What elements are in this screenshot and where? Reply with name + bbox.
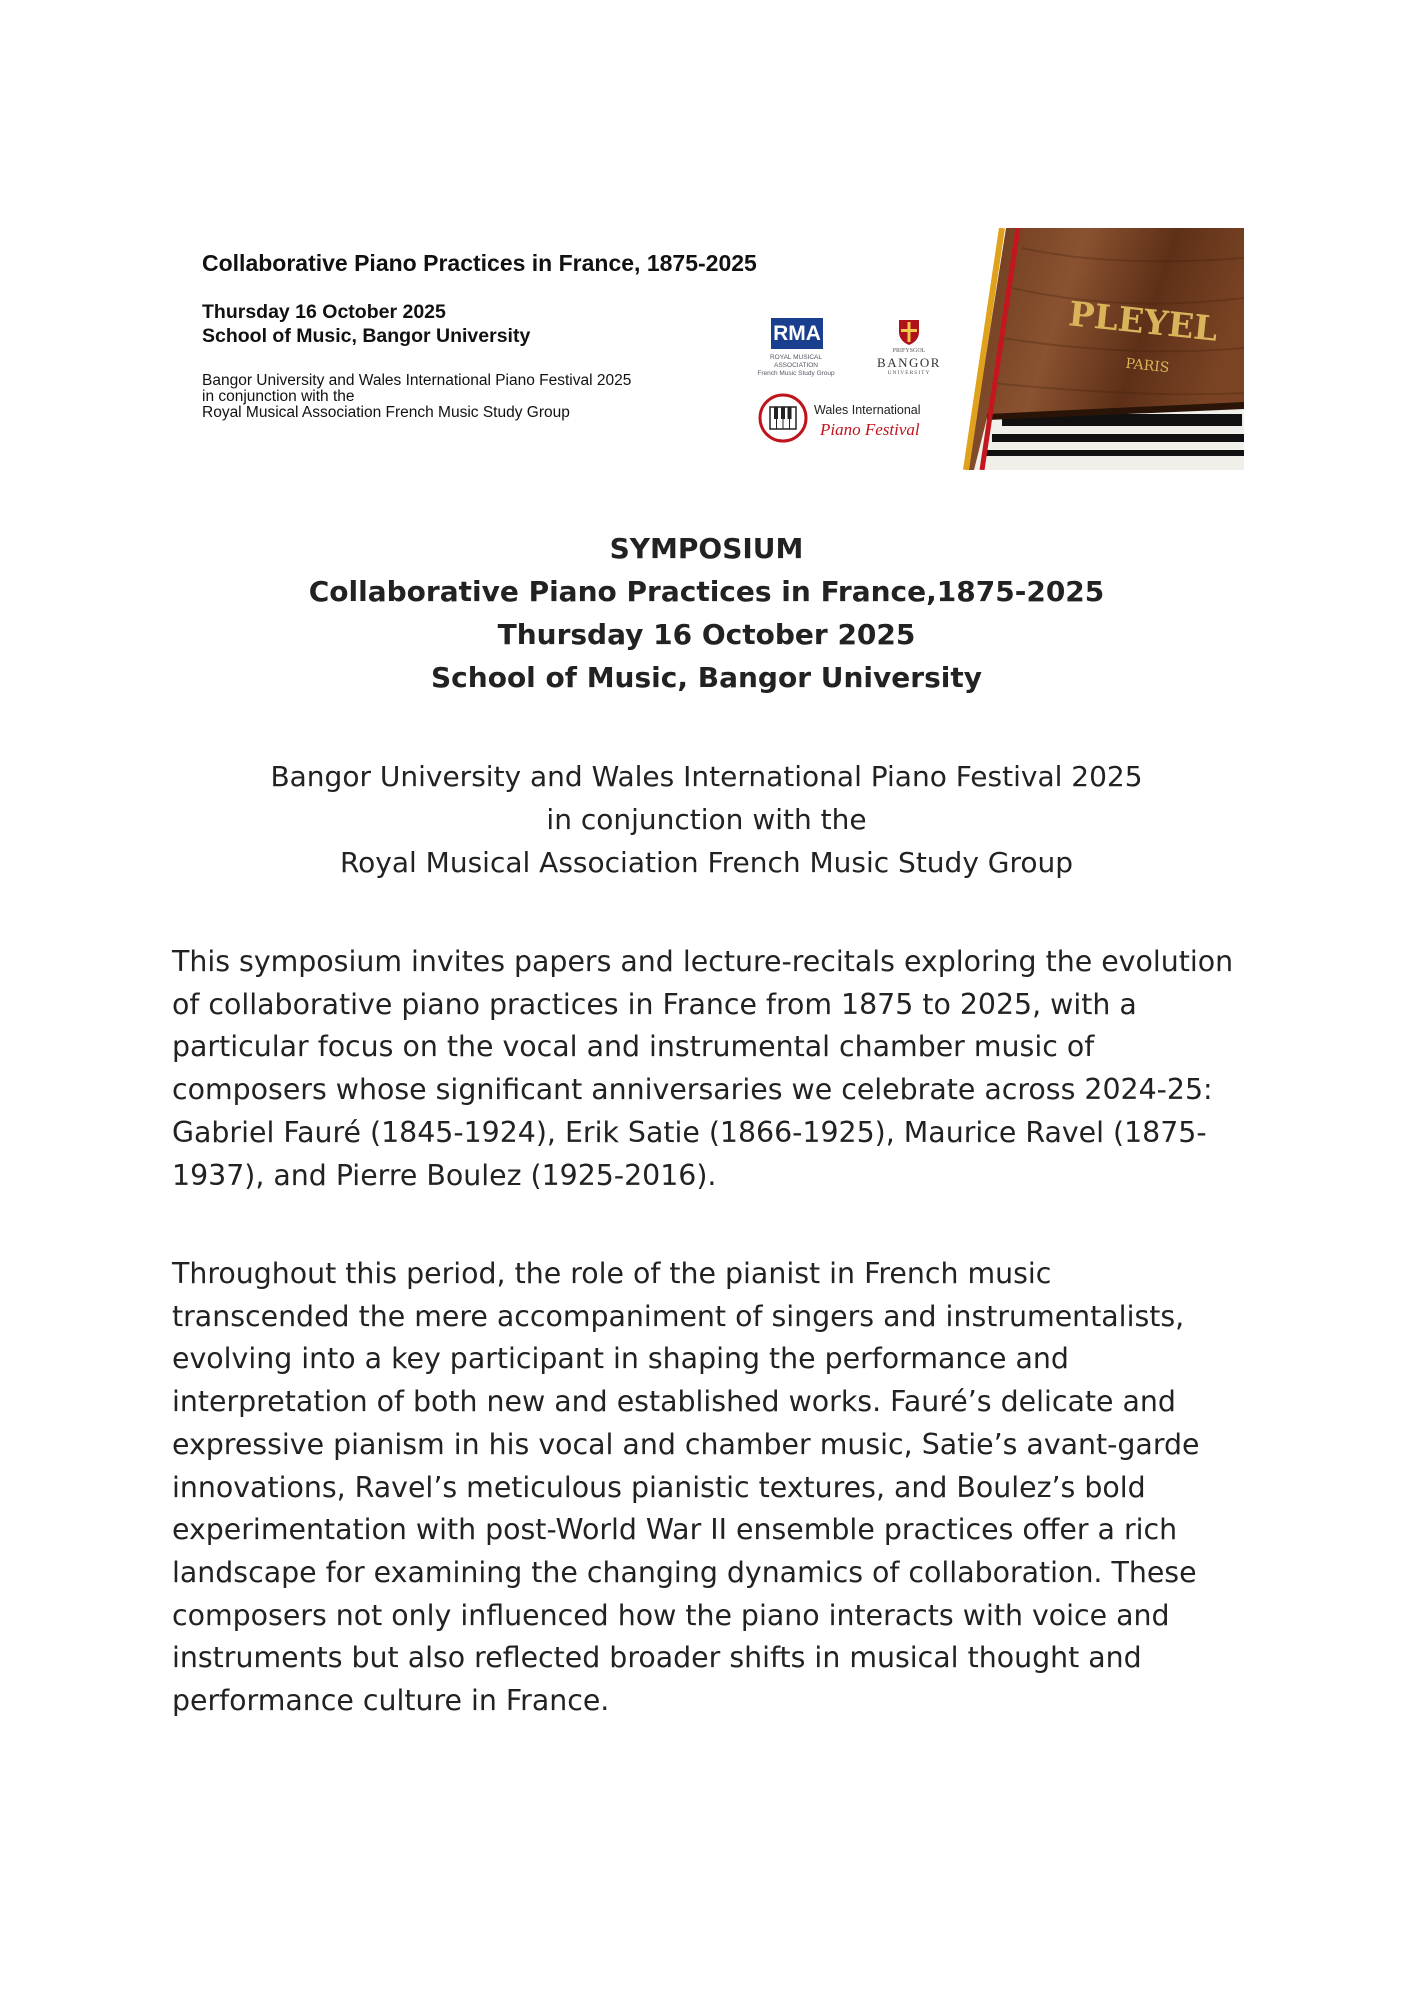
photo-city-text: PARIS <box>1124 355 1171 377</box>
bangor-top-text: PRIFYSGOL <box>892 348 926 354</box>
rma-sub1: ROYAL MUSICAL ASSOCIATION <box>769 354 822 369</box>
bangor-bottom-text: UNIVERSITY <box>887 370 931 376</box>
paragraph-line: landscape for examining the changing dynamics of collaboration. These <box>172 1555 1197 1589</box>
paragraph-line: experimentation with post-World War II ensemble practices offer a rich <box>172 1513 1178 1547</box>
wales-piano-festival-logo <box>758 393 948 447</box>
symposium-venue: School of Music, Bangor University <box>431 661 982 694</box>
paragraph-line: particular focus on the vocal and instrumental chamber music of <box>172 1030 1095 1064</box>
banner-organizer-line: Royal Musical Association French Music Study Group <box>202 404 570 421</box>
paragraph-line: evolving into a key participant in shaping the performance and <box>172 1342 1069 1376</box>
paragraph-line: Throughout this period, the role of the pianist in French music <box>172 1257 1052 1290</box>
organizer-line: Royal Musical Association French Music Study Group <box>339 846 1074 879</box>
paragraph-line: instruments but also reflected broader shifts in musical thought and <box>172 1641 1142 1675</box>
intro-paragraph <box>172 941 1252 1197</box>
banner-organizer-line: Bangor University and Wales International Piano Festival 2025 <box>202 372 632 389</box>
event-banner <box>202 228 1244 470</box>
bangor-name-text: BANGOR <box>877 355 941 370</box>
paragraph-line: This symposium invites papers and lecture-recitals exploring the evolution <box>172 945 1234 978</box>
paragraph-line: composers whose significant anniversaries we celebrate across 2024-25: <box>172 1073 1213 1107</box>
paragraph-line: expressive pianism in his vocal and chamber music, Satie’s avant-garde <box>172 1427 1200 1461</box>
rma-logo <box>754 318 838 377</box>
symposium-title: Collaborative Piano Practices in France,1875-2025 <box>308 575 1105 608</box>
paragraph-line: performance culture in France. <box>172 1684 610 1718</box>
shield-icon <box>897 318 921 346</box>
piano-keys-icon <box>758 393 808 443</box>
banner-organizer-line: in conjunction with the <box>202 388 355 405</box>
paragraph-line: composers not only influenced how the piano interacts with voice and <box>172 1598 1170 1632</box>
banner-title: Collaborative Piano Practices in France, 1875-2025 <box>202 250 757 276</box>
context-paragraph <box>172 1253 1252 1723</box>
wipf-top-text: Wales International <box>814 403 921 417</box>
paragraph-line: innovations, Ravel’s meticulous pianistic textures, and Boulez’s bold <box>172 1470 1146 1504</box>
rma-abbr: RMA <box>771 318 823 349</box>
paragraph-line: interpretation of both new and established works. Fauré’s delicate and <box>172 1385 1176 1419</box>
wipf-bottom-text: Piano Festival <box>820 420 920 439</box>
banner-date: Thursday 16 October 2025 <box>202 301 446 323</box>
paragraph-line: transcended the mere accompaniment of singers and instrumentalists, <box>172 1299 1185 1333</box>
symposium-heading: SYMPOSIUM <box>609 532 804 565</box>
bangor-university-logo <box>869 318 949 378</box>
organizer-line: in conjunction with the <box>546 803 867 836</box>
paragraph-line: of collaborative piano practices in France from 1875 to 2025, with a <box>172 987 1137 1021</box>
banner-venue: School of Music, Bangor University <box>202 325 531 347</box>
rma-sub2: French Music Study Group <box>757 370 835 377</box>
photo-brand-text: PLEYEL <box>1066 294 1220 350</box>
paragraph-line: Gabriel Fauré (1845-1924), Erik Satie (1866-1925), Maurice Ravel (1875- <box>172 1115 1207 1149</box>
rma-subtitle <box>754 354 838 378</box>
pleyel-piano-photo <box>962 228 1244 470</box>
symposium-date: Thursday 16 October 2025 <box>497 618 916 651</box>
organizer-line: Bangor University and Wales International Piano Festival 2025 <box>270 760 1143 793</box>
paragraph-line: 1937), and Pierre Boulez (1925-2016). <box>172 1158 717 1192</box>
